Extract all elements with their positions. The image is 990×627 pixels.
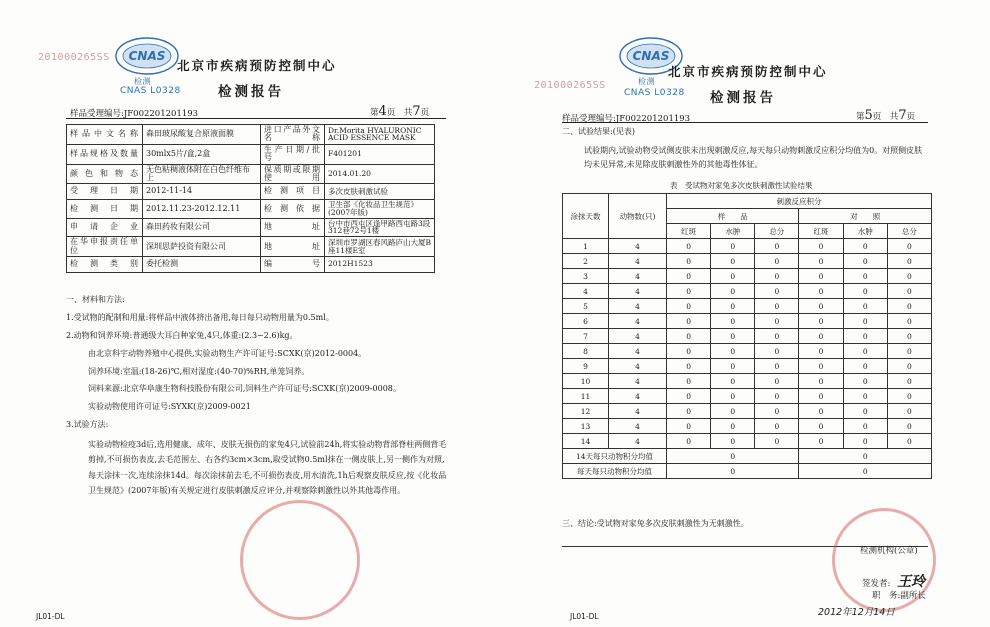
- table-cell: 0: [667, 359, 711, 374]
- table-row: [67, 125, 435, 145]
- table-cell: 1: [563, 239, 609, 254]
- table-row: [563, 419, 932, 434]
- table-cell: 0: [843, 269, 887, 284]
- table-row: [67, 257, 435, 273]
- table-cell: 0: [667, 299, 711, 314]
- table-cell: 0: [887, 314, 931, 329]
- paragraph: 饲养环境:室温:(18-26)℃,相对湿度:(40-70)%RH,单笼饲养。: [88, 366, 310, 376]
- table-cell: 0: [887, 434, 931, 449]
- table-cell: 0: [799, 239, 843, 254]
- table-cell: 0: [887, 404, 931, 419]
- table-row: [563, 434, 932, 449]
- results-section: [562, 126, 930, 178]
- field-label: 检测类别: [67, 257, 143, 273]
- table-row: [67, 218, 435, 237]
- table-cell: 0: [799, 359, 843, 374]
- table-cell: 0: [755, 269, 799, 284]
- table-cell: 0: [843, 404, 887, 419]
- table-cell: 4: [609, 299, 667, 314]
- org-name: 北京市疾病预防控制中心: [668, 64, 828, 79]
- table-cell: 0: [711, 434, 755, 449]
- table-cell: 0: [843, 314, 887, 329]
- table-row: [563, 284, 932, 299]
- table-cell: 0: [711, 419, 755, 434]
- sample-number: 样品受理编号:JF002201201193: [562, 114, 691, 124]
- issue-date: 2012年12月14日: [818, 607, 895, 618]
- table-cell: 4: [609, 329, 667, 344]
- field-label: 检测依据: [261, 199, 325, 218]
- table-cell: 0: [887, 284, 931, 299]
- signer: 签发者: 王玲: [862, 574, 926, 590]
- table-cell: 0: [711, 404, 755, 419]
- col-header-animals: 动物数(只): [609, 194, 667, 239]
- table-row: [67, 237, 435, 257]
- table-cell: 4: [609, 404, 667, 419]
- field-value: 深圳市罗湖区春风路庐山大厦B座11楼E室: [325, 237, 435, 257]
- table-cell: 0: [799, 284, 843, 299]
- table-cell: 4: [609, 284, 667, 299]
- table-cell: 2: [563, 254, 609, 269]
- table-cell: 0: [887, 419, 931, 434]
- summary-row: [563, 449, 932, 464]
- field-value: 无色粘稠液体附在白色纤维布上: [143, 164, 261, 184]
- table-cell: 13: [563, 419, 609, 434]
- signature: 王玲: [897, 574, 926, 590]
- paragraph: 试验期内,试验动物受试侧皮肤未出现刺激反应,每天每只动物刺激反应积分均值为0。对照侧皮肤均未见异常,未见除皮肤刺激性外的其他毒性体征。: [584, 145, 923, 170]
- table-cell: 0: [755, 404, 799, 419]
- table-cell: 0: [799, 329, 843, 344]
- header-row: [563, 194, 932, 209]
- summary-sample: 0: [667, 449, 799, 464]
- footer-code: JL01-DL: [570, 612, 599, 621]
- table-cell: 0: [799, 389, 843, 404]
- paragraph: 实验动物使用许可证号:SYXK(京)2009-0021: [88, 402, 251, 412]
- table-cell: 4: [609, 314, 667, 329]
- stamp-code: 201000265SS: [534, 80, 606, 91]
- field-value: 森田药妆有限公司: [143, 218, 261, 237]
- table-cell: 4: [609, 239, 667, 254]
- table-cell: 0: [843, 284, 887, 299]
- field-value: F401201: [325, 144, 435, 164]
- report-page-5: [500, 0, 990, 627]
- field-label: 检测日期: [67, 199, 143, 218]
- table-cell: 0: [667, 434, 711, 449]
- table-cell: 0: [711, 374, 755, 389]
- table-cell: 0: [711, 254, 755, 269]
- table-cell: 0: [755, 419, 799, 434]
- page-indicator: 第5页 共7页: [856, 108, 916, 123]
- summary-control: 0: [799, 449, 932, 464]
- table-cell: 0: [667, 284, 711, 299]
- table-cell: 0: [799, 344, 843, 359]
- table-cell: 0: [799, 404, 843, 419]
- field-value: 森田玻尿酸复合原液面膜: [143, 125, 261, 145]
- table-row: [67, 164, 435, 184]
- table-cell: 0: [667, 329, 711, 344]
- table-cell: 0: [799, 374, 843, 389]
- table-cell: 0: [843, 329, 887, 344]
- table-cell: 0: [843, 374, 887, 389]
- table-cell: 0: [799, 434, 843, 449]
- table-cell: 0: [843, 434, 887, 449]
- table-cell: 0: [755, 329, 799, 344]
- table-cell: 0: [667, 344, 711, 359]
- table-cell: 0: [799, 299, 843, 314]
- section-heading: 一、材料和方法:: [66, 295, 125, 304]
- col-subheader: 红斑: [799, 224, 843, 239]
- table-cell: 0: [887, 254, 931, 269]
- table-row: [563, 329, 932, 344]
- table-cell: 0: [711, 269, 755, 284]
- table-cell: 0: [711, 344, 755, 359]
- report-title: 检测报告: [710, 90, 776, 106]
- table-cell: 0: [755, 389, 799, 404]
- table-cell: 0: [755, 344, 799, 359]
- table-row: [67, 184, 435, 200]
- col-subheader: 总分: [887, 224, 931, 239]
- table-cell: 0: [799, 254, 843, 269]
- table-cell: 0: [843, 359, 887, 374]
- table-cell: 4: [609, 374, 667, 389]
- table-cell: 0: [667, 254, 711, 269]
- table-cell: 0: [667, 389, 711, 404]
- table-cell: 4: [609, 269, 667, 284]
- field-value: 2014.01.20: [325, 164, 435, 184]
- stamp-code: 201000265SS: [38, 52, 110, 63]
- field-label: 申请企业: [67, 218, 143, 237]
- table-cell: 0: [843, 344, 887, 359]
- table-cell: 4: [609, 254, 667, 269]
- table-cell: 9: [563, 359, 609, 374]
- table-row: [563, 239, 932, 254]
- table-cell: 0: [755, 254, 799, 269]
- col-subheader: 红斑: [667, 224, 711, 239]
- header-rule: [562, 122, 928, 123]
- table-cell: 0: [887, 344, 931, 359]
- conclusion: 三、结论:受试物对家兔多次皮肤刺激性为无刺激性。: [562, 519, 749, 528]
- field-value: 多次皮肤刺激试验: [325, 184, 435, 200]
- field-value: 台中市西屯区逢甲路西屯路3段312巷72号1楼: [325, 218, 435, 237]
- table-cell: 0: [887, 329, 931, 344]
- field-label: 样品规格及数量: [67, 144, 143, 164]
- table-row: [563, 269, 932, 284]
- report-title: 检测报告: [218, 84, 284, 100]
- field-label: 进口产品外文名称: [261, 125, 325, 145]
- table-cell: 0: [711, 314, 755, 329]
- table-row: [563, 254, 932, 269]
- cnas-sub: 检测: [134, 77, 151, 86]
- field-label: 地址: [261, 218, 325, 237]
- table-row: [563, 404, 932, 419]
- table-cell: 4: [609, 359, 667, 374]
- signer-title: 职 务:副所长: [872, 591, 926, 601]
- field-label: 保质期或限期使用: [261, 164, 325, 184]
- sample-info-table: [66, 124, 435, 273]
- table-cell: 0: [711, 239, 755, 254]
- table-cell: 0: [711, 359, 755, 374]
- svg-text:CNAS: CNAS: [128, 49, 166, 63]
- table-cell: 4: [609, 344, 667, 359]
- table-row: [563, 344, 932, 359]
- table-row: [563, 299, 932, 314]
- table-row: [563, 374, 932, 389]
- table-cell: 0: [667, 269, 711, 284]
- table-cell: 10: [563, 374, 609, 389]
- table-cell: 0: [799, 269, 843, 284]
- sample-number: 样品受理编号:JF002201201193: [70, 109, 199, 119]
- table-cell: 6: [563, 314, 609, 329]
- field-value: 卫生部《化妆品卫生规范》(2007年版): [325, 199, 435, 218]
- paragraph: 饲料来源:北京华阜康生物科技股份有限公司,饲料生产许可证号:SCXK(京)2009-0008。: [88, 384, 401, 394]
- cnas-sub: 检测: [638, 77, 655, 86]
- table-cell: 4: [609, 434, 667, 449]
- table-cell: 0: [755, 299, 799, 314]
- materials-methods: [66, 294, 448, 503]
- table-cell: 0: [887, 299, 931, 314]
- field-label: 样品中文名称: [67, 125, 143, 145]
- table-cell: 0: [799, 419, 843, 434]
- table-cell: 0: [667, 419, 711, 434]
- table-cell: 4: [609, 389, 667, 404]
- table-cell: 0: [887, 269, 931, 284]
- table-cell: 0: [755, 359, 799, 374]
- field-value: 2012.11.23-2012.12.11: [143, 199, 261, 218]
- table-row: [563, 314, 932, 329]
- table-cell: 0: [887, 374, 931, 389]
- header-rule: [66, 118, 446, 119]
- table-cell: 0: [843, 254, 887, 269]
- table-cell: 8: [563, 344, 609, 359]
- org-seal-label: 检测机构(公章): [860, 546, 918, 556]
- table-cell: 14: [563, 434, 609, 449]
- col-subheader: 总分: [755, 224, 799, 239]
- field-value: 2012-11-14: [143, 184, 261, 200]
- col-header-score: 刺激反应积分: [667, 194, 932, 209]
- summary-control: 0: [799, 464, 932, 479]
- table-cell: 0: [711, 329, 755, 344]
- table-cell: 11: [563, 389, 609, 404]
- table-cell: 0: [667, 404, 711, 419]
- summary-label: 每天每只动物积分均值: [563, 464, 667, 479]
- table-cell: 4: [609, 419, 667, 434]
- field-label: 检测项目: [261, 184, 325, 200]
- paragraph: 1.受试物的配制和用量:将样品中液体挤出备用,每日每只动物用量为0.5ml。: [66, 312, 334, 322]
- summary-row: [563, 464, 932, 479]
- org-name: 北京市疾病预防控制中心: [177, 58, 337, 73]
- table-cell: 0: [755, 314, 799, 329]
- field-value: 深圳思萨投资有限公司: [143, 237, 261, 257]
- field-label: 颜色和物态: [67, 164, 143, 184]
- col-header-control: 对 照: [799, 209, 932, 224]
- table-cell: 5: [563, 299, 609, 314]
- table-cell: 0: [843, 239, 887, 254]
- table-cell: 0: [799, 314, 843, 329]
- col-subheader: 水肿: [711, 224, 755, 239]
- table-cell: 0: [755, 374, 799, 389]
- table-cell: 12: [563, 404, 609, 419]
- paragraph: 3.试验方法:: [66, 420, 109, 430]
- field-label: 生产日期/批号: [261, 144, 325, 164]
- table-cell: 0: [711, 284, 755, 299]
- table-cell: 4: [563, 284, 609, 299]
- field-value: 委托检测: [143, 257, 261, 273]
- field-label: 受理日期: [67, 184, 143, 200]
- table-cell: 0: [887, 389, 931, 404]
- footer-code: JL01-DL: [36, 612, 65, 621]
- table-cell: 7: [563, 329, 609, 344]
- table-cell: 0: [667, 239, 711, 254]
- table-cell: 0: [755, 284, 799, 299]
- section-heading: 二、试验结果:(见表): [562, 127, 635, 136]
- seal-icon: [240, 500, 360, 620]
- table-cell: 0: [755, 239, 799, 254]
- col-header-sample: 样 品: [667, 209, 799, 224]
- table-cell: 0: [887, 359, 931, 374]
- table-cell: 0: [711, 389, 755, 404]
- table-cell: 0: [755, 434, 799, 449]
- field-label: 在华申报责任单位: [67, 237, 143, 257]
- table-cell: 0: [887, 239, 931, 254]
- table-row: [67, 144, 435, 164]
- table-row: [563, 359, 932, 374]
- table-row: [67, 199, 435, 218]
- col-subheader: 水肿: [843, 224, 887, 239]
- table-cell: 0: [843, 389, 887, 404]
- field-label: 编号: [261, 257, 325, 273]
- paragraph: 由北京科宇动物养殖中心提供,实验动物生产许可证号:SCXK(京)2012-0004。: [88, 348, 367, 358]
- field-label: 地址: [261, 237, 325, 257]
- table-cell: 0: [711, 299, 755, 314]
- summary-label: 14天每只动物积分均值: [563, 449, 667, 464]
- page-indicator: 第4页 共7页: [370, 104, 430, 119]
- paragraph: 2.动物和饲养环境:普通级大耳白种家兔,4只,体重:(2.3~2.6)kg。: [66, 330, 298, 340]
- table-cell: 0: [667, 314, 711, 329]
- cnas-code: CNAS L0328: [624, 88, 685, 98]
- table-cell: 0: [843, 299, 887, 314]
- results-table: [562, 193, 932, 479]
- table-cell: 0: [843, 419, 887, 434]
- field-value: Dr.Morita HYALURONIC ACID ESSENCE MASK: [325, 125, 435, 145]
- col-header-days: 涂抹天数: [563, 194, 609, 239]
- summary-sample: 0: [667, 464, 799, 479]
- table-cell: 3: [563, 269, 609, 284]
- paragraph: 实验动物检疫3d后,选用健康、成年、皮肤无损伤的家兔4只,试验前24h,将实验动物背部脊柱两侧背毛剪掉,不可损伤表皮,去毛范围左、右各约3cm×3cm,取受试物0.5ml抹在一侧皮肤上,另一侧作为对照,每天涂抹一次,连续涂抹14d。每次涂抹前去毛,不可损伤表皮,用水清洗,1h后观察皮肤反应,按《化妆品卫生规范》(2007年版)有关规定进行皮肤刺激反应评分,并观察除刺激性以外其他毒作用。: [88, 440, 447, 495]
- svg-text:CNAS: CNAS: [632, 49, 670, 63]
- table-caption: 表 受试物对家兔多次皮肤刺激性试验结果: [670, 181, 813, 190]
- cnas-code: CNAS L0328: [120, 86, 181, 96]
- table-cell: 0: [667, 374, 711, 389]
- field-value: 2012H1523: [325, 257, 435, 273]
- table-row: [563, 389, 932, 404]
- field-value: 30mlx5片/盒,2盒: [143, 144, 261, 164]
